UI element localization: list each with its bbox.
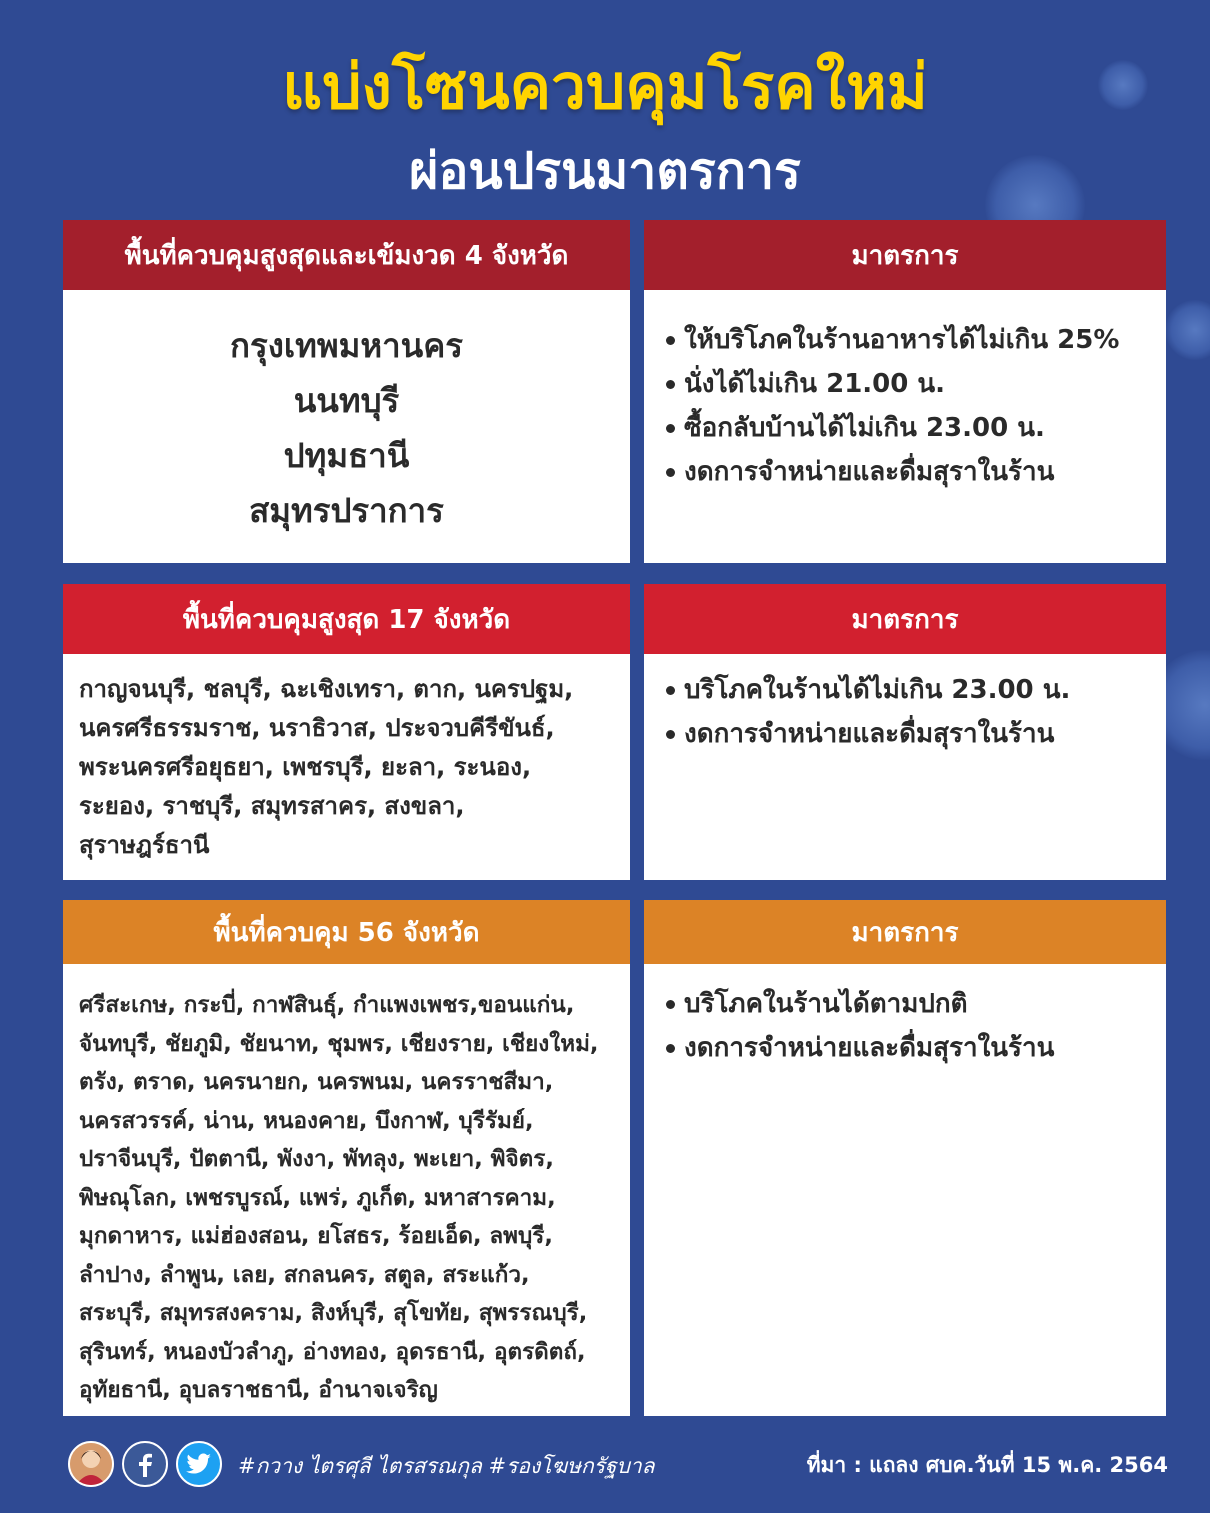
measures-list <box>644 654 1166 756</box>
virus-decoration <box>1165 300 1210 360</box>
measure-item: บริโภคในร้านได้ไม่เกิน 23.00 น. <box>666 668 1154 712</box>
bullet-icon <box>666 468 675 477</box>
measure-item: งดการจำหน่ายและดื่มสุราในร้าน <box>666 712 1154 756</box>
bullet-icon <box>666 686 675 695</box>
measure-item: งดการจำหน่ายและดื่มสุราในร้าน <box>666 1026 1154 1070</box>
footer-hashtags: #กวาง ไตรศุลี ไตรสรณกุล #รองโฆษกรัฐบาล <box>238 1454 655 1478</box>
measures-header: มาตรการ <box>644 220 1166 290</box>
province-line: อุทัยธานี, อุบลราชธานี, อำนาจเจริญ <box>79 1377 438 1403</box>
measure-item: ให้บริโภคในร้านอาหารได้ไม่เกิน 25% <box>666 318 1154 362</box>
bullet-icon <box>666 424 675 433</box>
bullet-icon <box>666 380 675 389</box>
measure-item: บริโภคในร้านได้ตามปกติ <box>666 982 1154 1026</box>
province-item: กรุงเทพมหานคร <box>230 326 463 365</box>
page-title: แบ่งโซนควบคุมโรคใหม่ <box>282 50 928 123</box>
province-line: ปราจีนบุรี, ปัตตานี, พังงา, พัทลุง, พะเยา, พิจิตร, <box>79 1146 554 1172</box>
bullet-icon <box>666 1044 675 1053</box>
measures-panel-control <box>644 900 1166 1416</box>
province-list <box>63 290 630 538</box>
province-line: ระยอง, ราชบุรี, สมุทรสาคร, สงขลา, <box>79 792 465 820</box>
twitter-icon[interactable] <box>176 1441 222 1487</box>
province-line: สระบุรี, สมุทรสงคราม, สิงห์บุรี, สุโขทัย, สุพรรณบุรี, <box>79 1300 588 1326</box>
province-list <box>63 964 630 1410</box>
province-item: นนทบุรี <box>293 381 400 420</box>
zone-panel-control <box>63 900 630 1416</box>
bullet-icon <box>666 730 675 739</box>
page-subtitle: ผ่อนปรนมาตรการ <box>409 142 801 200</box>
province-item: ปทุมธานี <box>283 436 410 475</box>
province-line: สุรินทร์, หนองบัวลำภู, อ่างทอง, อุดรธานี, อุตรดิตถ์, <box>79 1338 586 1365</box>
measures-list <box>644 964 1166 1070</box>
measure-item: นั่งได้ไม่เกิน 21.00 น. <box>666 362 1154 406</box>
zone-panel-max <box>63 584 630 880</box>
facebook-icon[interactable] <box>122 1441 168 1487</box>
province-line: พิษณุโลก, เพชรบูรณ์, แพร่, ภูเก็ต, มหาสารคาม, <box>79 1184 556 1211</box>
zone-header: พื้นที่ควบคุมสูงสุดและเข้มงวด 4 จังหวัด <box>63 220 630 290</box>
province-line: นครศรีธรรมราช, นราธิวาส, ประจวบคีรีขันธ์, <box>79 714 555 742</box>
avatar <box>68 1441 114 1487</box>
province-line: จันทบุรี, ชัยภูมิ, ชัยนาท, ชุมพร, เชียงราย, เชียงใหม่, <box>79 1030 599 1057</box>
bullet-icon <box>666 1000 675 1009</box>
footer-icons <box>68 1441 222 1487</box>
footer-source: ที่มา : แถลง ศบค.วันที่ 15 พ.ค. 2564 <box>806 1453 1168 1477</box>
measures-header: มาตรการ <box>644 900 1166 964</box>
bullet-icon <box>666 336 675 345</box>
province-line: ตรัง, ตราด, นครนายก, นครพนม, นครราชสีมา, <box>79 1069 554 1095</box>
zone-header: พื้นที่ควบคุม 56 จังหวัด <box>63 900 630 964</box>
measures-list <box>644 290 1166 494</box>
province-item: สมุทรปราการ <box>249 491 444 530</box>
province-line: กาญจนบุรี, ชลบุรี, ฉะเชิงเทรา, ตาก, นครปฐม, <box>79 675 574 703</box>
measures-panel-strict <box>644 220 1166 563</box>
province-line: นครสวรรค์, น่าน, หนองคาย, บึงกาฬ, บุรีรัมย์, <box>79 1107 534 1134</box>
province-line: มุกดาหาร, แม่ฮ่องสอน, ยโสธร, ร้อยเอ็ด, ลพบุรี, <box>79 1223 553 1249</box>
measures-panel-max <box>644 584 1166 880</box>
zone-panel-strict <box>63 220 630 563</box>
province-line: ศรีสะเกษ, กระบี่, กาฬสินธุ์, กำแพงเพชร,ขอนแก่น, <box>79 992 575 1018</box>
province-list <box>63 654 630 865</box>
province-line: สุราษฎร์ธานี <box>79 831 210 859</box>
province-line: พระนครศรีอยุธยา, เพชรบุรี, ยะลา, ระนอง, <box>79 753 532 781</box>
measures-header: มาตรการ <box>644 584 1166 654</box>
province-line: ลำปาง, ลำพูน, เลย, สกลนคร, สตูล, สระแก้ว, <box>79 1261 530 1288</box>
measure-item: ซื้อกลับบ้านได้ไม่เกิน 23.00 น. <box>666 406 1154 450</box>
zone-header: พื้นที่ควบคุมสูงสุด 17 จังหวัด <box>63 584 630 654</box>
measure-item: งดการจำหน่ายและดื่มสุราในร้าน <box>666 450 1154 494</box>
